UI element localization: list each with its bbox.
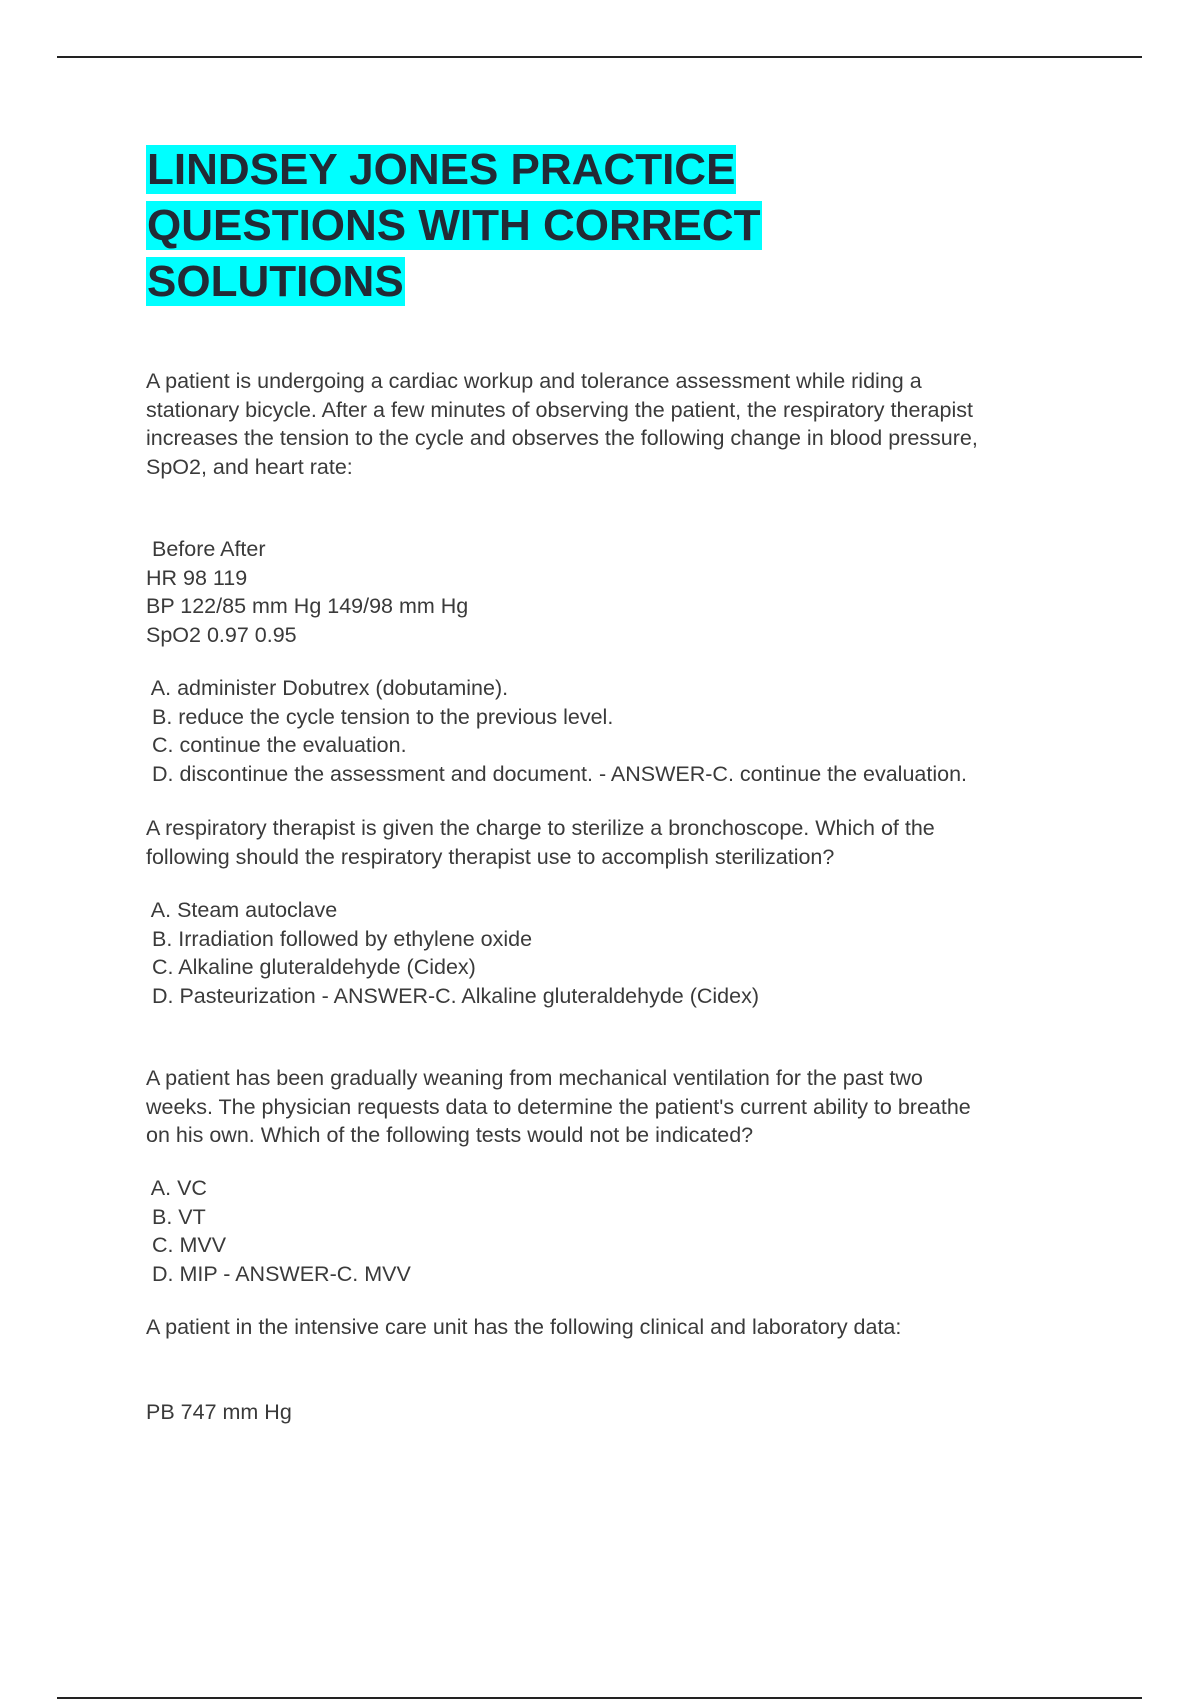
question-4-data bbox=[146, 1398, 1106, 1427]
option-d-answer: D. Pasteurization - ANSWER-C. Alkaline gluteraldehyde (Cidex) bbox=[146, 983, 760, 1008]
question-1-options bbox=[146, 674, 1106, 788]
data-line: BP 122/85 mm Hg 149/98 mm Hg bbox=[146, 594, 469, 618]
stem-line: increases the tension to the cycle and observes the following change in blood pressure, bbox=[146, 426, 978, 450]
title-line-1: LINDSEY JONES PRACTICE bbox=[147, 145, 736, 194]
title-line-3: SOLUTIONS bbox=[147, 257, 404, 306]
stem-line: SpO2, and heart rate: bbox=[146, 454, 353, 479]
option-d-answer: D. discontinue the assessment and document. - ANSWER-C. continue the evaluation. bbox=[146, 761, 968, 786]
stem-line: A patient is undergoing a cardiac workup and tolerance assessment while riding a bbox=[146, 369, 922, 393]
question-2-options bbox=[146, 896, 1106, 1010]
data-line: SpO2 0.97 0.95 bbox=[146, 622, 297, 647]
document-title bbox=[146, 142, 906, 310]
data-line: HR 98 119 bbox=[146, 565, 248, 590]
question-4-stem bbox=[146, 1313, 1106, 1342]
stem-line: A patient has been gradually weaning from mechanical ventilation for the past two bbox=[146, 1066, 923, 1090]
top-rule bbox=[57, 56, 1142, 58]
stem-line: A respiratory therapist is given the charge to sterilize a bronchoscope. Which of the bbox=[146, 816, 935, 840]
question-3-stem bbox=[146, 1064, 1106, 1150]
question-3-options bbox=[146, 1174, 1106, 1288]
option-b: B. VT bbox=[146, 1204, 206, 1229]
option-a: A. VC bbox=[146, 1176, 207, 1200]
data-line: PB 747 mm Hg bbox=[146, 1400, 292, 1424]
option-a: A. Steam autoclave bbox=[146, 898, 338, 922]
option-a: A. administer Dobutrex (dobutamine). bbox=[146, 676, 509, 700]
title-line-2: QUESTIONS WITH CORRECT bbox=[147, 201, 761, 250]
stem-line: on his own. Which of the following tests would not be indicated? bbox=[146, 1123, 754, 1147]
bottom-rule bbox=[57, 1697, 1142, 1699]
option-c: C. MVV bbox=[146, 1233, 227, 1257]
stem-line: stationary bicycle. After a few minutes of observing the patient, the respiratory therapist bbox=[146, 397, 973, 422]
stem-line: weeks. The physician requests data to determine the patient's current ability to breathe bbox=[146, 1094, 971, 1119]
question-1-data bbox=[146, 535, 1106, 649]
stem-line: A patient in the intensive care unit has the following clinical and laboratory data: bbox=[146, 1315, 902, 1339]
option-b: B. Irradiation followed by ethylene oxide bbox=[146, 926, 533, 951]
question-2-stem bbox=[146, 814, 1106, 871]
data-line: Before After bbox=[146, 537, 266, 561]
option-c: C. Alkaline gluteraldehyde (Cidex) bbox=[146, 955, 476, 979]
question-1-stem bbox=[146, 367, 1106, 481]
stem-line: following should the respiratory therapist use to accomplish sterilization? bbox=[146, 844, 835, 869]
option-d-answer: D. MIP - ANSWER-C. MVV bbox=[146, 1261, 411, 1286]
option-b: B. reduce the cycle tension to the previous level. bbox=[146, 704, 614, 729]
option-c: C. continue the evaluation. bbox=[146, 733, 407, 757]
